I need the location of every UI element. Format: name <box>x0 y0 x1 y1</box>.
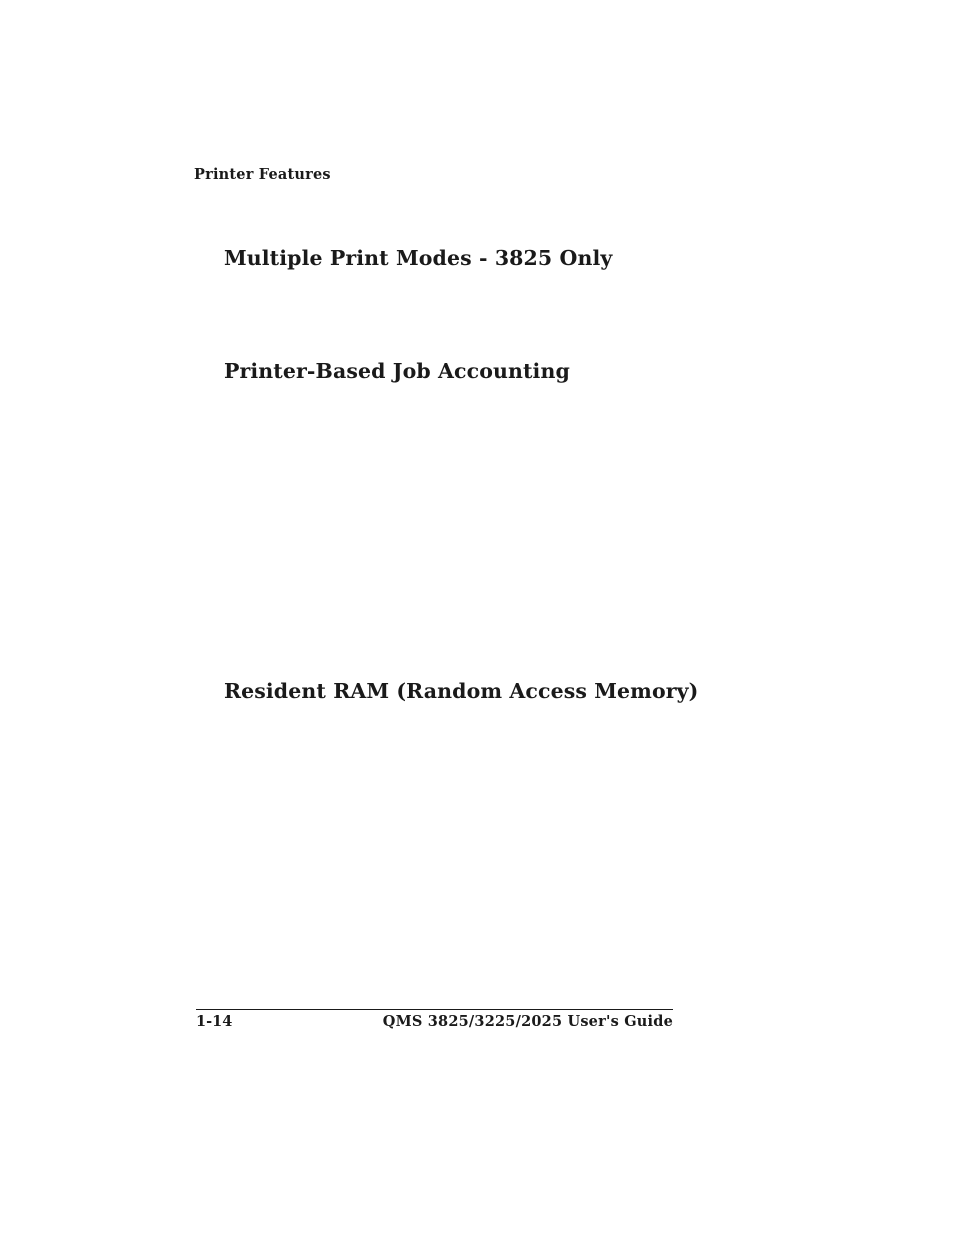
section-heading-resident-ram: Resident RAM (Random Access Memory) <box>224 679 699 703</box>
footer-rule <box>196 1009 673 1010</box>
section-heading-multiple-print-modes: Multiple Print Modes - 3825 Only <box>224 246 613 270</box>
page-number: 1-14 <box>196 1013 233 1030</box>
guide-title: QMS 3825/3225/2025 User's Guide <box>382 1013 673 1030</box>
section-heading-job-accounting: Printer-Based Job Accounting <box>224 359 570 383</box>
running-head: Printer Features <box>194 166 331 183</box>
